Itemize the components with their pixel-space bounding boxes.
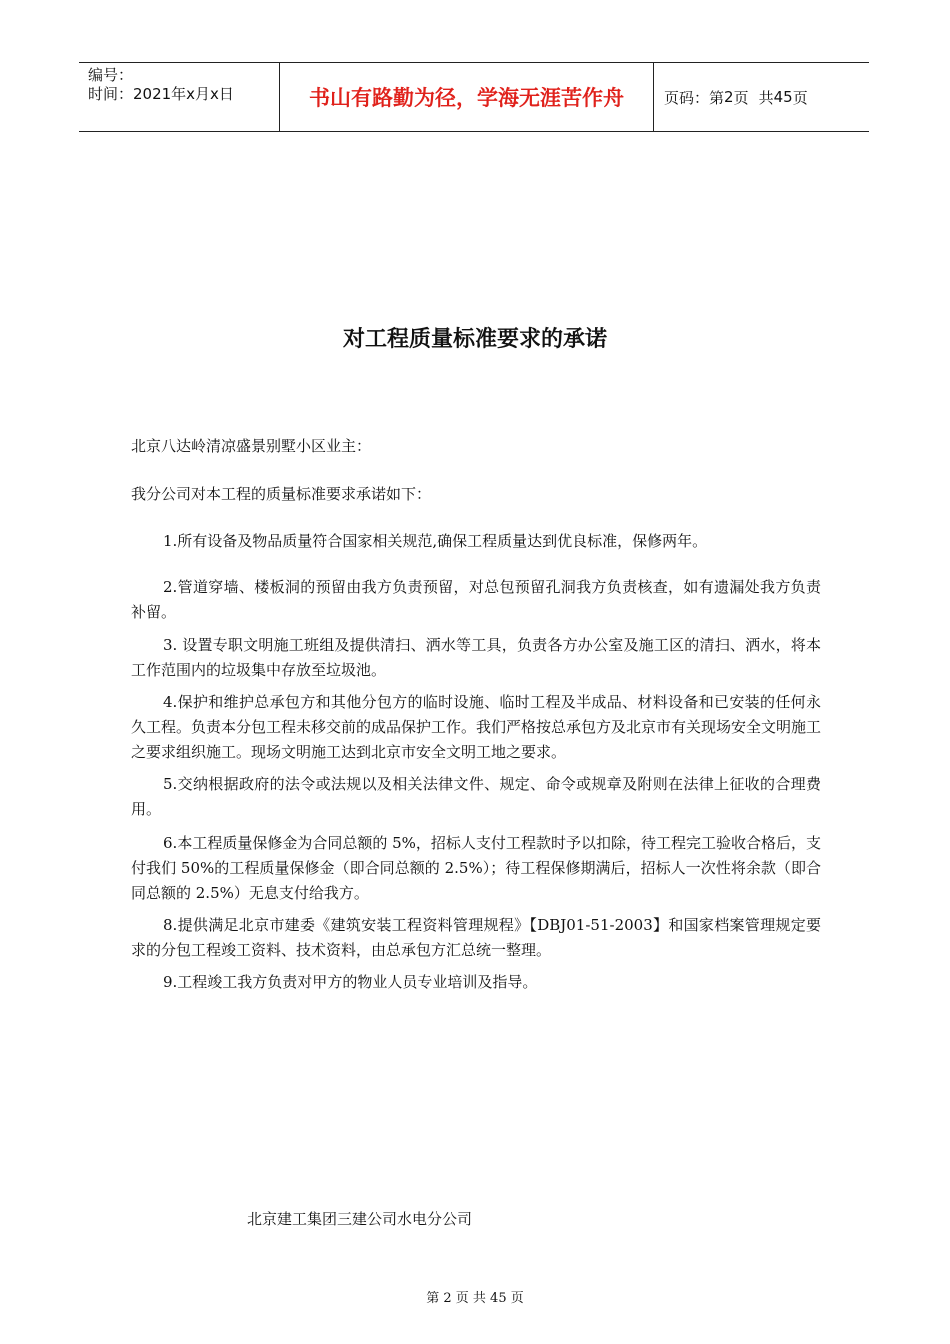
- commitment-item-4: 4.保护和维护总承包方和其他分包方的临时设施、临时工程及半成品、材料设备和已安装的任何永久工程。负责本分包工程未移交前的成品保护工作。我们严格按总承包方及北京市有关现场安全文明施工之要求组织施工。现场文明施工达到北京市安全文明工地之要求。: [131, 693, 822, 761]
- commitment-item-8: 8.提供满足北京市建委《建筑安装工程资料管理规程》【DBJ01-51-2003】和国家档案管理规定要求的分包工程竣工资料、技术资料，由总承包方汇总统一整理。: [131, 916, 821, 959]
- page-number: 2: [724, 88, 734, 106]
- commitment-item-6: 6.本工程质量保修金为合同总额的 5%，招标人支付工程款时予以扣除，待工程完工验收合格后，支付我们 50%的工程质量保修金（即合同总额的 2.5%）；待工程保修期满后，招标人一次性将余款（即合同总额的 2.5%）无息支付给我方。: [131, 834, 821, 902]
- page-prefix: 页码：第: [664, 88, 725, 107]
- page-footer: 第 2 页 共 45 页: [426, 1291, 524, 1306]
- commitment-item-3: 3. 设置专职文明施工班组及提供清扫、洒水等工具，负责各方办公室及施工区的清扫、洒水，将本工作范围内的垃圾集中存放至垃圾池。: [131, 636, 821, 679]
- commitment-item-9: 9.工程竣工我方负责对甲方的物业人员专业培训及指导。: [163, 973, 538, 991]
- commitment-item-5: 5.交纳根据政府的法令或法规以及相关法律文件、规定、命令或规章及附则在法律上征收的合理费用。: [131, 775, 821, 818]
- commitment-item-1: 1.所有设备及物品质量符合国家相关规范,确保工程质量达到优良标准，保修两年。: [163, 532, 708, 550]
- commitment-item-2: 2.管道穿墙、楼板洞的预留由我方负责预留，对总包预留孔洞我方负责核查，如有遗漏处我方负责补留。: [131, 578, 821, 621]
- total-number: 45: [773, 88, 793, 106]
- intro-paragraph: 我分公司对本工程的质量标准要求承诺如下：: [131, 485, 432, 503]
- company-signature: 北京建工集团三建公司水电分公司: [247, 1210, 473, 1228]
- motto: 书山有路勤为径，学海无涯苦作舟: [280, 63, 654, 131]
- total-unit: 页: [792, 88, 808, 107]
- page-unit: 页: [733, 88, 749, 107]
- header-table: [79, 62, 869, 132]
- number-label: 编号：: [88, 66, 134, 84]
- total-prefix: 共: [758, 88, 774, 107]
- salutation: 北京八达岭清凉盛景别墅小区业主：: [131, 437, 372, 455]
- time-label: 时间：2021年x月x日: [88, 85, 234, 103]
- header-left-cell: [79, 63, 280, 131]
- page-indicator: [654, 63, 869, 131]
- document-title: 对工程质量标准要求的承诺: [342, 327, 607, 352]
